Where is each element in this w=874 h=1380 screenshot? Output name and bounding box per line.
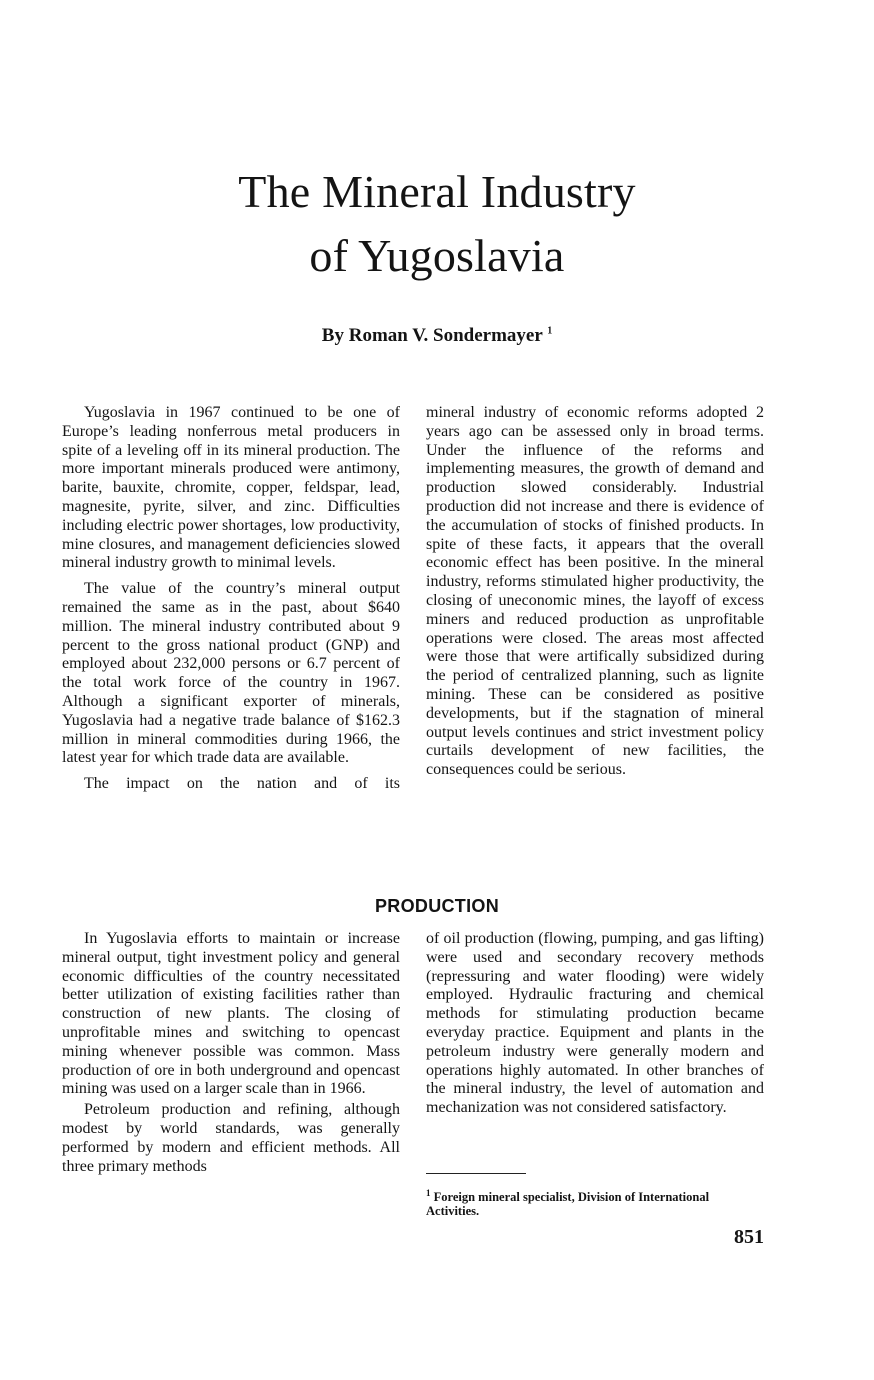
footnote-divider: [426, 1173, 526, 1174]
footnote: [426, 1186, 764, 1218]
intro-paragraph-continued: mineral industry of economic reforms adopted 2 years ago can be assessed only in broad terms. Under the influence of the reforms and implementing measures, the growth of demand and production slowed considerably. Industrial production did not increase and there is evidence of the accumulation of stocks of finished products. In spite of these facts, it appears that the overall economic effect has been positive. In the mineral industry, reforms stimulated higher productivity, the closing of uneconomic mines, the layoff of excess miners and reduced production as unprofitable operations were closed. The areas most affected were those that were artifically subsidized during the period of centralized planning, such as lignite mining. These can be considered as positive developments, but if the stagnation of mineral output levels continues and strict investment policy curtails development of new facilities, the consequences could be serious.: [426, 404, 764, 779]
production-paragraph-continued: of oil production (flowing, pumping, and gas lifting) were used and secondary recovery methods (repressuring and water flooding) were widely employed. Hydraulic fracturing and chemical methods for stimulating production became everyday practice. Equipment and plants in the petroleum industry were generally modern and operations highly automated. In other branches of the mineral industry, the level of automation and mechanization was not considered satisfactory.: [426, 930, 764, 1117]
author-name: By Roman V. Sondermayer: [321, 325, 543, 346]
production-paragraph: Petroleum production and refining, although modest by world standards, was generally performed by modern and efficient methods. All three primary methods: [62, 1101, 400, 1175]
author-footnote-mark: 1: [547, 325, 553, 337]
page-number: 851: [734, 1226, 764, 1248]
intro-right-column: [426, 404, 764, 780]
intro-left-column: [62, 404, 400, 794]
production-left-column: [62, 930, 400, 1176]
intro-paragraph: The impact on the nation and of its: [84, 775, 400, 793]
byline: [0, 325, 874, 347]
section-heading-production: PRODUCTION: [375, 896, 499, 916]
title-line-1: The Mineral Industry: [238, 166, 636, 217]
production-paragraph: In Yugoslavia efforts to maintain or increase mineral output, tight investment policy and general economic difficulties of the country necessitated better utilization of existing facilities rather than construction of new plants. The closing of unprofitable mines and switching to opencast mining whenever possible was common. Mass production of ore in both underground and opencast mining was used on a larger scale than in 1966.: [62, 930, 400, 1098]
article-title: [0, 160, 874, 288]
intro-paragraph: Yugoslavia in 1967 continued to be one of Europe’s leading nonferrous metal producers in spite of a leveling off in its mineral production. The more important minerals produced were antimony, barite, bauxite, chromite, copper, feldspar, lead, magnesite, pyrite, silver, and zinc. Difficulties including electric power shortages, low productivity, mine closures, and management deficiencies slowed mineral industry growth to minimal levels.: [62, 404, 400, 572]
title-line-2: of Yugoslavia: [309, 230, 565, 281]
footnote-text: Foreign mineral specialist, Division of International Activities.: [426, 1190, 710, 1219]
intro-paragraph: The value of the country’s mineral output remained the same as in the past, about $640 million. The mineral industry contributed about 9 percent to the gross national product (GNP) and employed about 232,000 persons or 6.7 percent of the total work force of the country in 1967. Although a significant exporter of minerals, Yugoslavia had a negative trade balance of $162.3 million in mineral commodities during 1966, the latest year for which trade data are available.: [62, 580, 400, 767]
footnote-mark: 1: [426, 1188, 431, 1198]
production-right-column: [426, 930, 764, 1118]
